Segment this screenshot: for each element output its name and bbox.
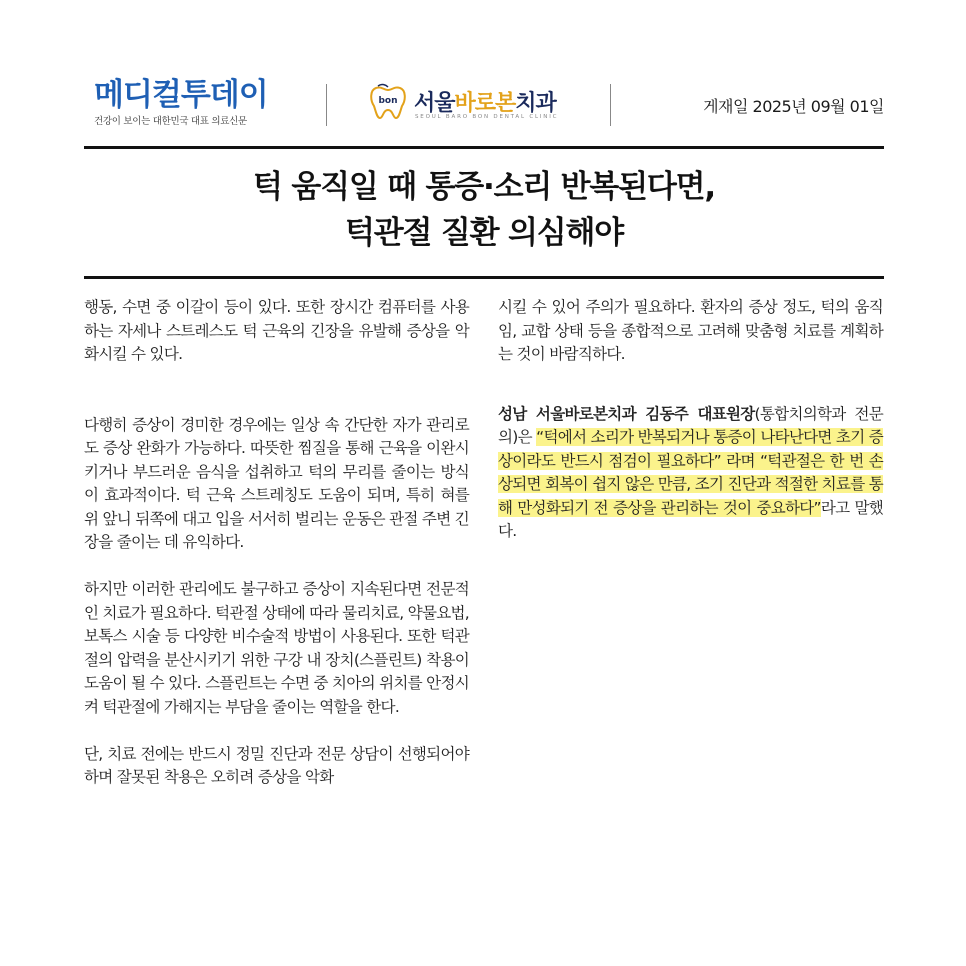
quote-speaker: 성남 서울바로본치과 김동주 대표원장 bbox=[498, 404, 755, 423]
highlighted-quote: “턱에서 소리가 반복되거나 통증이 나타난다면 초기 증상이라도 반드시 점검이 필요하다” 라며 “턱관절은 한 번 손상되면 회복이 쉽지 않은 만큼, 조기 진단과 적절한 치료를 통해 만성화되기 전 증상을 관리하는 것이 중요하다” bbox=[498, 428, 884, 517]
publish-date: 게재일 2025년 09월 01일 bbox=[703, 97, 884, 116]
header-divider bbox=[326, 84, 327, 126]
clinic-name-suffix: 치과 bbox=[515, 91, 556, 116]
medical-logo-name: 메디컬투데이 bbox=[94, 77, 268, 113]
body-paragraph: 시킬 수 있어 주의가 필요하다. 환자의 증상 정도, 턱의 움직임, 교합 상태 등을 종합적으로 고려해 맞춤형 치료를 계획하는 것이 바람직하다. bbox=[498, 298, 883, 363]
masthead bbox=[84, 72, 884, 142]
clinic-name-accent: 바로본 bbox=[454, 91, 516, 116]
quote-affiliation: (통합치의학과 전문의)은 bbox=[498, 404, 883, 446]
clinic-name-prefix: 서울 bbox=[414, 91, 455, 116]
tooth-icon bbox=[368, 82, 408, 122]
body-paragraph: 행동, 수면 중 이갈이 등이 있다. 또한 장시간 컴퓨터를 사용하는 자세나 스트레스도 턱 근육의 긴장을 유발해 증상을 악화시킬 수 있다. bbox=[84, 298, 469, 363]
quote-paragraph bbox=[498, 403, 883, 544]
article-headline bbox=[84, 164, 884, 256]
body-paragraph: 하지만 이러한 관리에도 불구하고 증상이 지속된다면 전문적인 치료가 필요하다. 턱관절 상태에 따라 물리치료, 약물요법, 보톡스 시술 등 다양한 비수술적 방법이 사용된다. 또한 턱관절의 압력을 분산시키기 위한 구강 내 장치(스플린트) 착용이 도움이 될 수 있다. 스플린트는 수면 중 치아의 위치를 안정시켜 턱관절에 가해지는 부담을 줄이는 역할을 한다. bbox=[84, 580, 469, 716]
tooth-mark-text: bon bbox=[378, 96, 398, 106]
headline-line-2: 턱관절 질환 의심해야 bbox=[345, 215, 623, 251]
clinic-logo-name bbox=[414, 86, 556, 117]
body-paragraph: 단, 치료 전에는 반드시 정밀 진단과 전문 상담이 선행되어야 하며 잘못된 착용은 오히려 증상을 악화 bbox=[84, 744, 469, 786]
quote-ending: 라고 말했다. bbox=[498, 498, 883, 540]
clinic-logo-subtitle: SEOUL BARO BON DENTAL CLINIC bbox=[415, 114, 559, 120]
medical-today-logo[interactable] bbox=[94, 78, 268, 127]
headline-line-1: 턱 움직일 때 통증·소리 반복된다면, bbox=[253, 169, 715, 205]
headline-bottom-rule bbox=[84, 276, 884, 279]
article-column-right bbox=[498, 296, 883, 544]
article-column-left bbox=[84, 296, 469, 790]
body-paragraph: 다행히 증상이 경미한 경우에는 일상 속 간단한 자가 관리로도 증상 완화가 가능하다. 따뜻한 찜질을 통해 근육을 이완시키거나 부드러운 음식을 섭취하고 턱의 무리를 줄이는 방식이 효과적이다. 턱 근육 스트레칭도 도움이 되며, 특히 혀를 위 앞니 뒤쪽에 대고 입을 서서히 벌리는 운동은 관절 주변 긴장을 줄이는 데 유익하다. bbox=[84, 415, 469, 551]
header-divider bbox=[610, 84, 611, 126]
headline-top-rule bbox=[84, 146, 884, 149]
medical-logo-tagline: 건강이 보이는 대한민국 대표 의료신문 bbox=[94, 116, 247, 127]
